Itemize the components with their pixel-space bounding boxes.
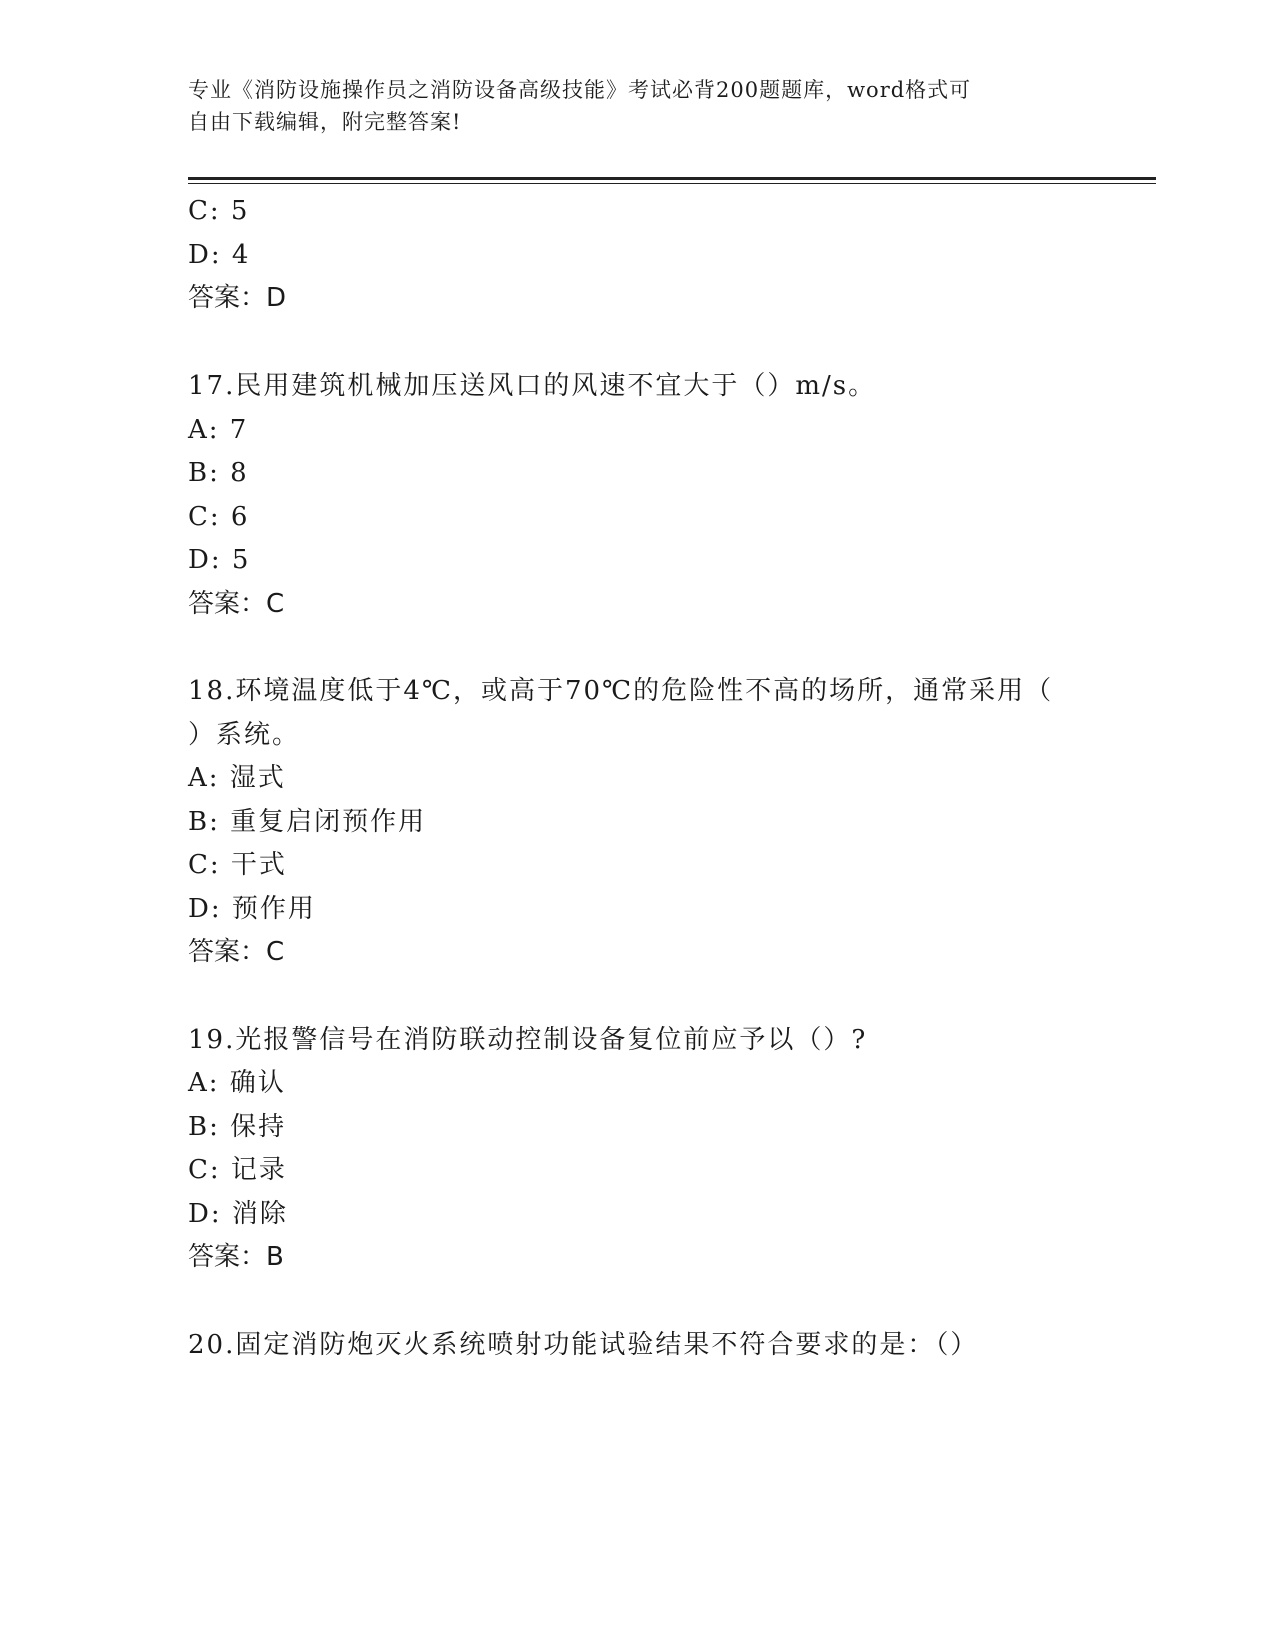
question-19-option-a: A: 确认 bbox=[188, 1068, 286, 1098]
answer-line: 答案：D bbox=[188, 283, 287, 313]
question-17-answer: 答案：C bbox=[188, 589, 285, 619]
question-18-option-c: C: 干式 bbox=[188, 850, 287, 880]
header-title-line-1: 专业《消防设施操作员之消防设备高级技能》考试必背200题题库，word格式可 bbox=[188, 78, 972, 102]
question-18-option-b: B: 重复启闭预作用 bbox=[188, 807, 427, 837]
question-19-option-d: D: 消除 bbox=[188, 1199, 288, 1229]
question-18-stem-line-2: ）系统。 bbox=[188, 720, 301, 750]
question-18-answer: 答案：C bbox=[188, 937, 285, 967]
question-17-option-d: D: 5 bbox=[188, 545, 251, 575]
option-c: C: 5 bbox=[188, 196, 250, 226]
document-header bbox=[188, 74, 1068, 138]
question-19-option-c: C: 记录 bbox=[188, 1155, 287, 1185]
header-title-line-2: 自由下载编辑，附完整答案! bbox=[188, 110, 462, 134]
option-d: D: 4 bbox=[188, 240, 251, 270]
question-19-answer: 答案：B bbox=[188, 1242, 284, 1272]
question-18-option-a: A: 湿式 bbox=[188, 763, 286, 793]
question-19-stem: 19.光报警信号在消防联动控制设备复位前应予以（）? bbox=[188, 1025, 868, 1055]
question-18-option-d: D: 预作用 bbox=[188, 894, 316, 924]
question-17-option-b: B: 8 bbox=[188, 458, 249, 488]
header-divider-thick bbox=[188, 177, 1156, 180]
question-18-stem-line-1: 18.环境温度低于4℃，或高于70℃的危险性不高的场所，通常采用（ bbox=[188, 676, 1054, 706]
header-divider-thin bbox=[188, 183, 1156, 184]
question-20-stem: 20.固定消防炮灭火系统喷射功能试验结果不符合要求的是：（） bbox=[188, 1330, 979, 1360]
question-17-option-a: A: 7 bbox=[188, 415, 249, 445]
question-17-stem: 17.民用建筑机械加压送风口的风速不宜大于（）m/s。 bbox=[188, 371, 877, 401]
question-17-option-c: C: 6 bbox=[188, 502, 250, 532]
question-19-option-b: B: 保持 bbox=[188, 1112, 287, 1142]
